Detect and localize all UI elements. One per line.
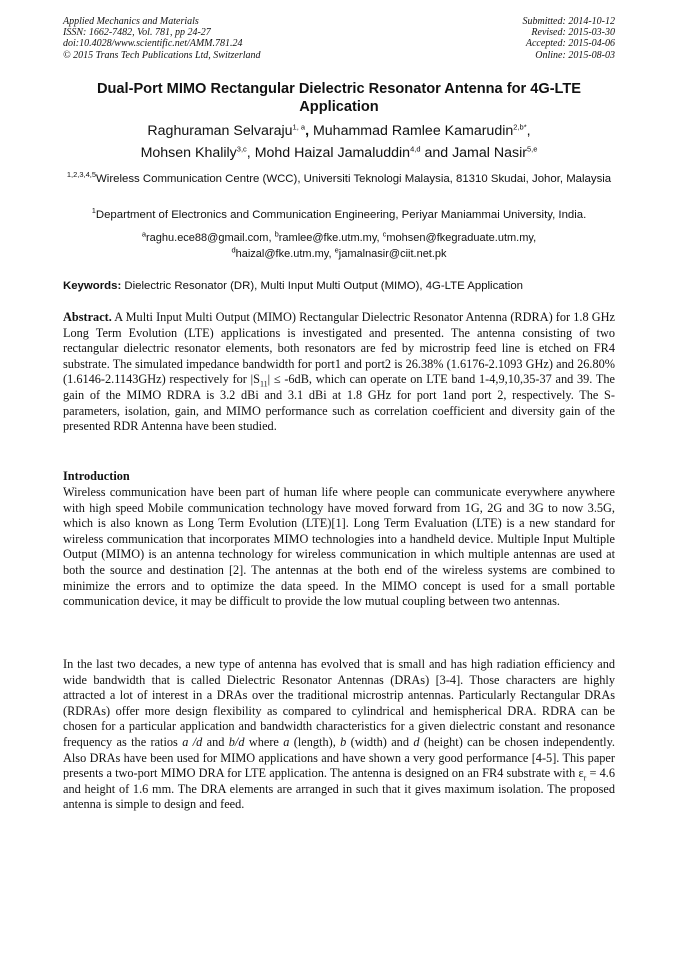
paragraph-text: and [202, 734, 229, 749]
submitted-date: Submitted: 2014-10-12 [522, 16, 615, 27]
doi-line: doi:10.4028/www.scientific.net/AMM.781.24 [63, 38, 243, 50]
email-list [63, 230, 615, 262]
keywords [63, 279, 615, 293]
author-sup: 4,d [410, 144, 421, 154]
journal-header [63, 16, 261, 61]
abstract-subscript: 11 [259, 379, 268, 389]
email-sup: d [231, 245, 236, 255]
email-sup: c [382, 229, 387, 239]
abstract-text: | ≤ -6dB, which can operate on LTE band 1-4,9,10,35-37 and 39. The gain of the MIMO RDRA is 3.2 dBi and 3.1 dBi at 1.8 GHz for port 1and port 2, respectively. The S-parameters, isolation, gain, and MIMO performance such as correlation coefficient and diversity gain of the presented RDR Antenna have been studied. [63, 372, 615, 434]
email-line-2 [63, 246, 615, 262]
affiliation-sup: 1 [91, 206, 96, 216]
affiliation [63, 172, 615, 188]
paper-title: Dual-Port MIMO Rectangular Dielectric Resonator Antenna for 4G-LTE Application [96, 81, 582, 115]
author-separator: , [246, 145, 251, 161]
affiliation-text: Department of Electronics and Communication Engineering, Periyar Maniammai University, India. [95, 209, 587, 221]
paragraph-text: (width) and [346, 734, 414, 749]
author-name: Raghuraman Selvaraju [147, 123, 293, 139]
author-name: Muhammad Ramlee Kamarudin [312, 123, 514, 139]
keywords-text: Dielectric Resonator (DR), Multi Input Multi Output (MIMO), 4G-LTE Application [124, 280, 523, 292]
author-separator: , [526, 123, 531, 139]
dates-header [523, 16, 616, 61]
author-sup: 5,e [526, 144, 538, 154]
abstract-label: Abstract. [63, 310, 112, 324]
email: haizal@fke.utm.my, [235, 248, 332, 260]
author-line-2 [63, 142, 615, 164]
section-heading: Introduction [63, 469, 130, 483]
email: jamalnasir@ciit.net.pk [338, 248, 447, 260]
italic-text: a [283, 734, 290, 749]
paragraph-text: (height) can be chosen independently. Also DRAs have been used for MIMO applications and have shown a very good performance [4-5]. This paper presents a two-port MIMO DRA for LTE application. The antenna is designed on an FR4 substrate with ε [63, 734, 615, 781]
affiliation [63, 208, 615, 224]
email-sup: e [334, 245, 339, 255]
author-sup: 2,b* [513, 122, 527, 132]
journal-name: Applied Mechanics and Materials [63, 16, 199, 27]
italic-text: d [413, 734, 420, 749]
author-separator: and [424, 145, 449, 161]
email-sup: a [141, 229, 146, 239]
author-name: Mohsen Khalily [140, 145, 237, 161]
affiliation-sup: 1,2,3,4,5 [66, 170, 97, 180]
author-sup: 3,c [236, 144, 247, 154]
email-line-1 [63, 230, 615, 246]
paragraph-text: = 4.6 and height of 1.6 mm. The DRA elements are arranged in such that it gives maximum isolation. The proposed antenna is simple to design and feed. [63, 766, 615, 812]
abstract-text: A Multi Input Multi Output (MIMO) Rectangular Dielectric Resonator Antenna (RDRA) for 1.8 GHz Long Term Evolution (LTE) applications is investigated and presented. The antenna consisting of two rectangular dielectric resonator elements, both resonators are fed by microstrip feed line is etched on FR4 substrate. The simulated impedance bandwidth for port1 and port2 is 26.38% (1.6176-2.1093 GHz) and 26.80% (1.6146-2.1143GHz) respectively for |S [63, 310, 615, 387]
author-name: Jamal Nasir [452, 145, 527, 161]
italic-text: a /d [182, 734, 203, 749]
affiliation-text: Wireless Communication Centre (WCC), Universiti Teknologi Malaysia, 81310 Skudai, Johor, Malaysia [96, 173, 612, 185]
revised-date: Revised: 2015-03-30 [531, 27, 615, 39]
email: raghu.ece88@gmail.com, [146, 232, 272, 244]
accepted-date: Accepted: 2015-04-06 [525, 38, 615, 50]
paragraph-text: where [244, 734, 284, 749]
author-sup: 1, a [292, 122, 306, 132]
copyright-line: © 2015 Trans Tech Publications Ltd, Switzerland [63, 49, 261, 61]
email: mohsen@fkegraduate.utm.my, [386, 232, 537, 244]
italic-text: b [340, 734, 347, 749]
paragraph-text: In the last two decades, a new type of antenna has evolved that is small and has high radiation efficiency and wide bandwidth that is called Dielectric Resonator Antennas (DRAs) [3-4]. Those characters are highly attracted a lot of interest in a DRAs over the traditional microstrip antennas. Particularly Rectangular DRAs (RDRAs) offer more design flexibility as compared to cylindrical and hemispherical DRA. RDRA can be chosen for a particular application and bandwidth characteristics for a given dielectric constant and resonance frequency as the ratios [63, 657, 615, 749]
italic-text: b/d [228, 734, 245, 749]
author-line-1 [63, 120, 615, 142]
author-separator: , [305, 123, 310, 139]
subscript: r [583, 773, 587, 783]
online-date: Online: 2015-08-03 [535, 49, 615, 61]
email: ramlee@fke.utm.my, [278, 232, 380, 244]
abstract [63, 310, 615, 435]
author-name: Mohd Haizal Jamaluddin [254, 145, 411, 161]
author-list [63, 120, 615, 164]
paragraph: Wireless communication have been part of human life where people can communicate everywhere anywhere with high speed Mobile communication technology have moved forward from 1G, 2G and 3G to now 3.5G, which is also known as Long Term Evolution (LTE)[1]. Long Term Evaluation (LTE) is a new standard for wireless communication that incorporates MIMO technologies into a handheld device. Multiple Input Multiple Output (MIMO) is an antenna technology for wireless communication in which multiple antennas are used at both the source and destination [2]. The antennas at the both end of the wireless systems are combined to minimize the errors and to optimize the data speed. In the MIMO concept is used for a small portable communication device, it may be difficult to provide the low mutual coupling between two antennas. [63, 485, 615, 609]
paragraph [63, 657, 615, 813]
email-sup: b [274, 229, 279, 239]
keywords-label: Keywords: [63, 280, 122, 292]
paragraph-text: (length), [289, 734, 341, 749]
issn-line: ISSN: 1662-7482, Vol. 781, pp 24-27 [63, 27, 211, 39]
